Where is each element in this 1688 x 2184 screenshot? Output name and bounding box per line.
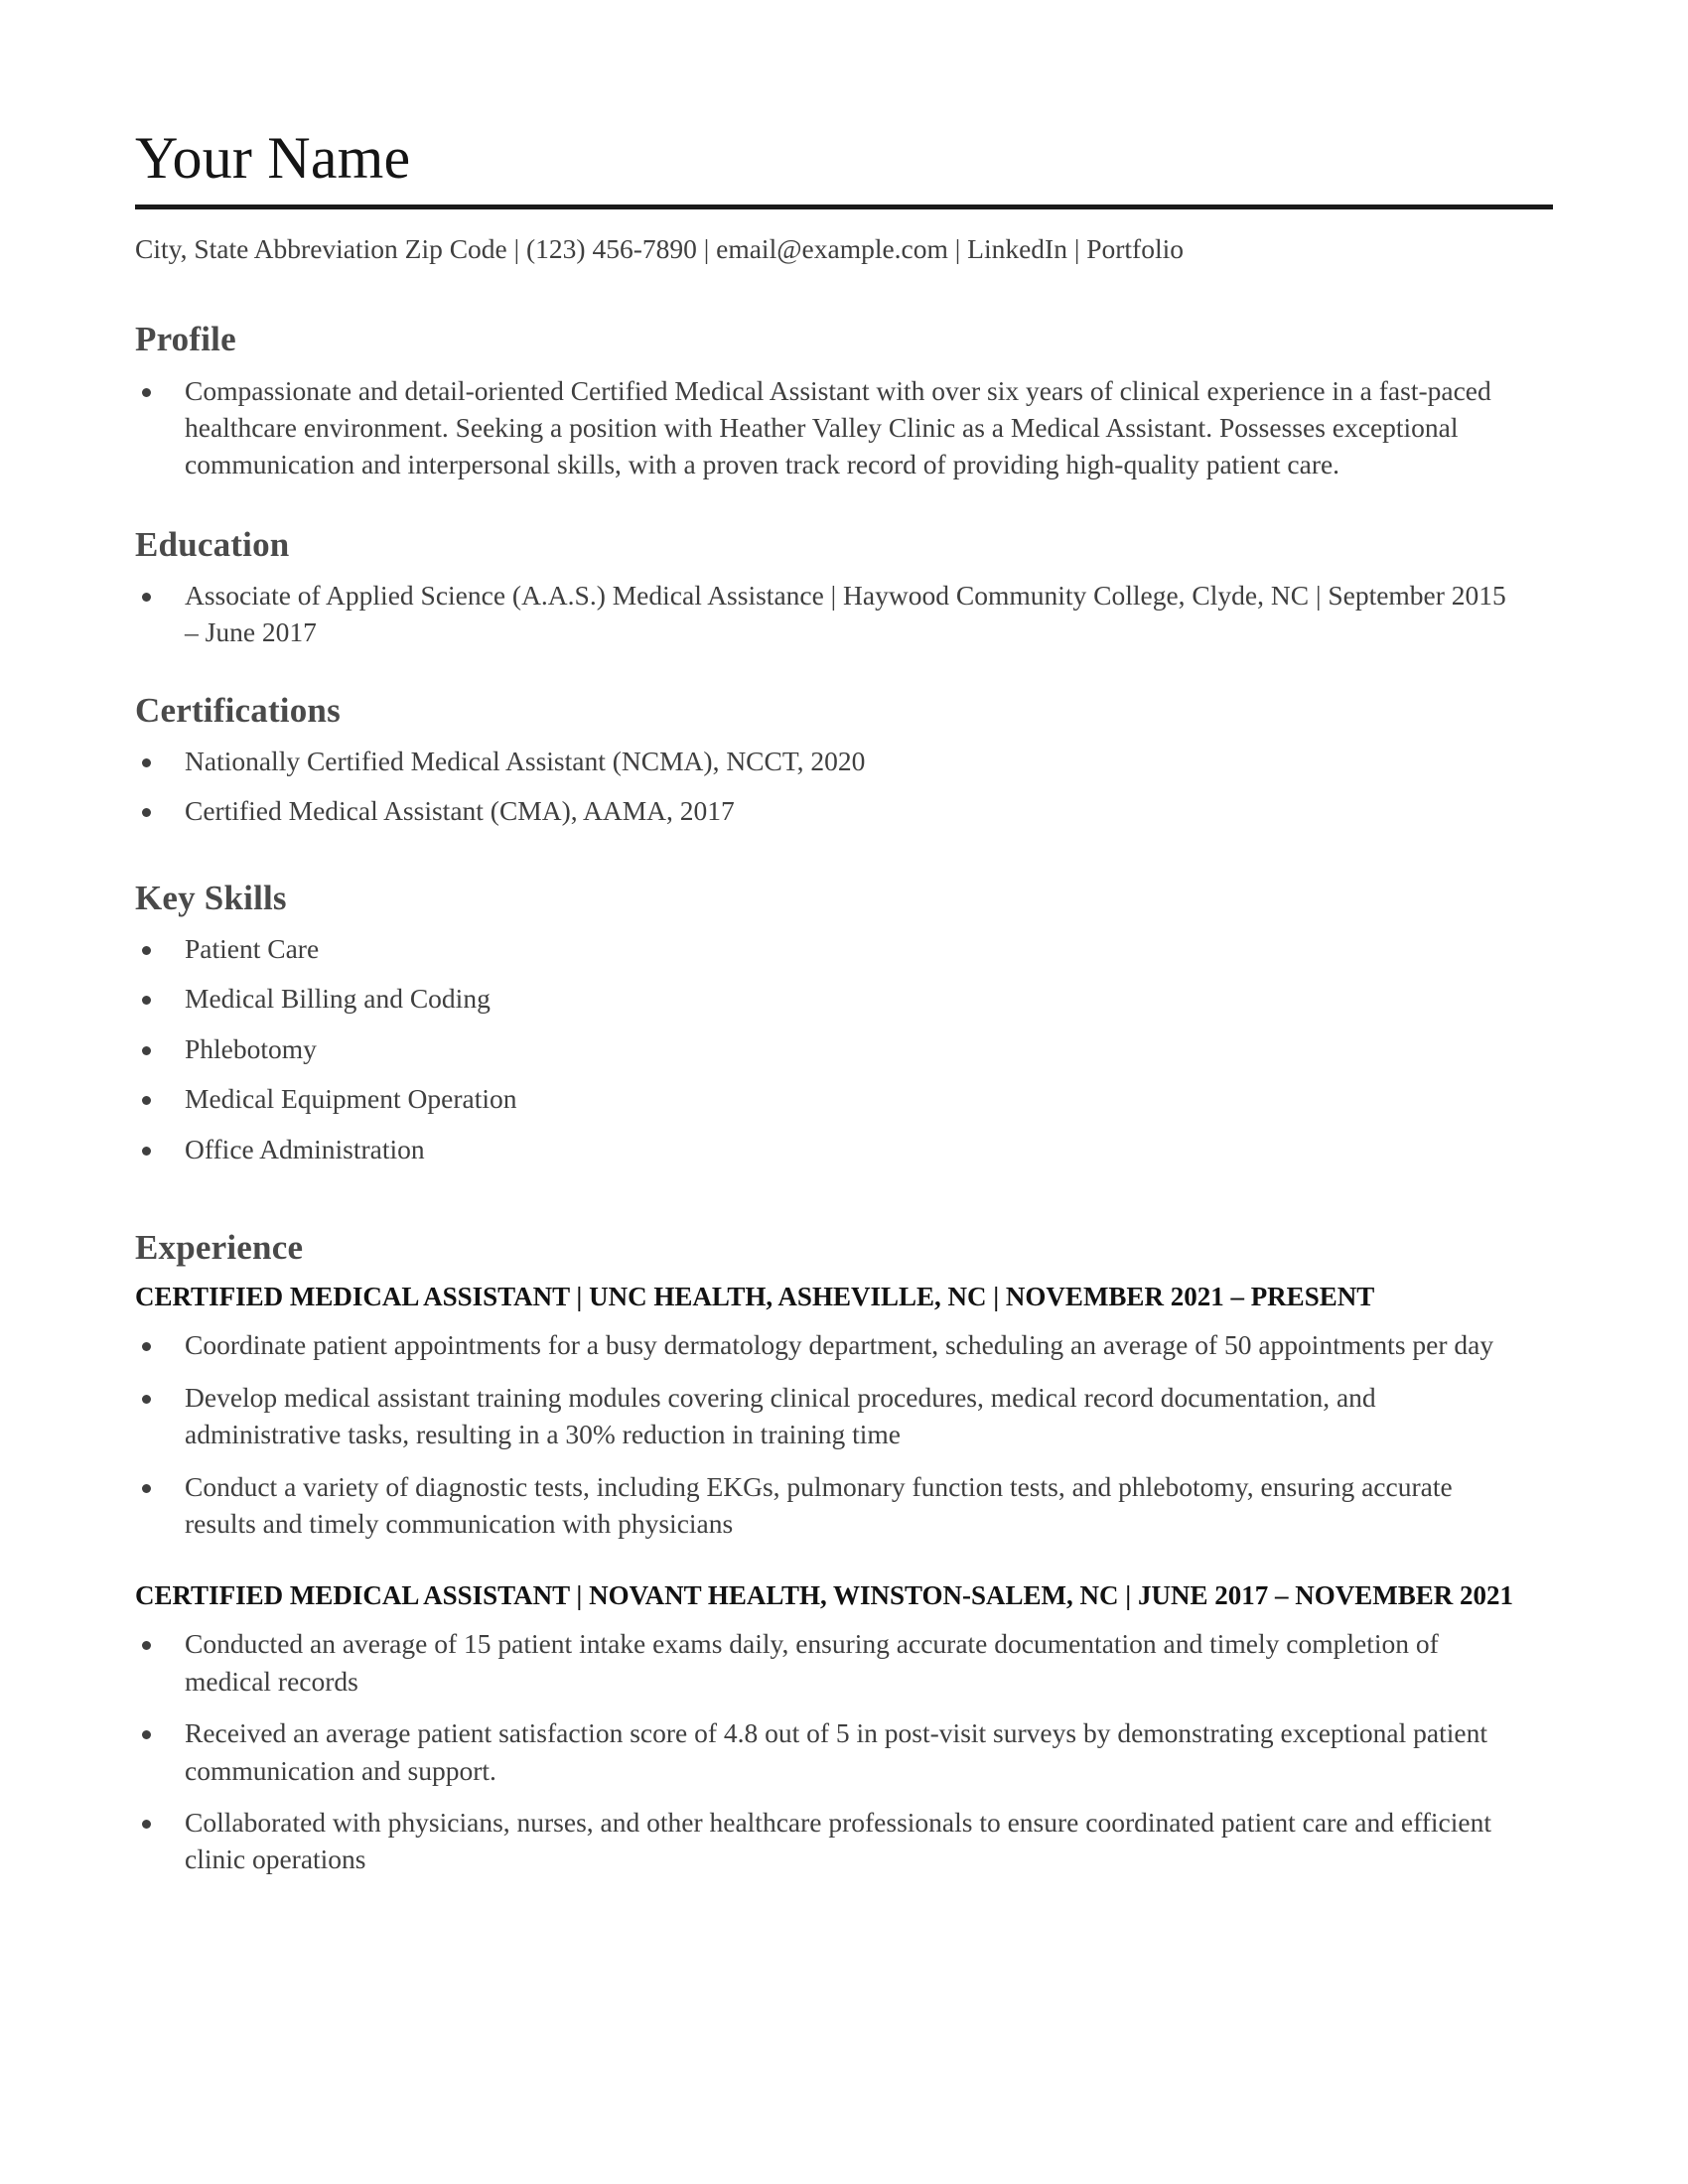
list-item: Nationally Certified Medical Assistant (NCMA), NCCT, 2020: [135, 743, 1525, 779]
contact-info-line: City, State Abbreviation Zip Code | (123) 456-7890 | email@example.com | LinkedIn | Portfolio: [135, 232, 1184, 264]
job-title-heading: CERTIFIED MEDICAL ASSISTANT | NOVANT HEALTH, WINSTON-SALEM, NC | JUNE 2017 – NOVEMBER 2021: [135, 1580, 1513, 1611]
section-heading-key-skills: Key Skills: [135, 878, 287, 917]
list-item: Medical Billing and Coding: [135, 980, 1525, 1017]
education-list: [135, 577, 1525, 651]
list-item: Develop medical assistant training modules covering clinical procedures, medical record documentation, and administrative tasks, resulting in a 30% reduction in training time: [135, 1379, 1525, 1453]
job-bullet-list: [135, 1625, 1525, 1877]
job-bullet-list: [135, 1326, 1525, 1542]
certifications-list: [135, 743, 1525, 830]
list-item: Received an average patient satisfaction score of 4.8 out of 5 in post-visit surveys by demonstrating exceptional patient communication and support.: [135, 1714, 1525, 1789]
profile-list: [135, 372, 1525, 483]
spacer: [135, 1180, 1525, 1228]
job-title-heading: CERTIFIED MEDICAL ASSISTANT | UNC HEALTH, ASHEVILLE, NC | NOVEMBER 2021 – PRESENT: [135, 1282, 1375, 1312]
list-item: Certified Medical Assistant (CMA), AAMA, 2017: [135, 792, 1525, 829]
list-item: Collaborated with physicians, nurses, and other healthcare professionals to ensure coordinated patient care and efficient clinic operations: [135, 1804, 1525, 1878]
list-item: Medical Equipment Operation: [135, 1080, 1525, 1117]
section-profile: [135, 320, 1525, 482]
experience-entry: [135, 1280, 1525, 1542]
section-heading-certifications: Certifications: [135, 690, 341, 730]
section-certifications: [135, 691, 1525, 830]
page-title: Your Name: [135, 125, 411, 191]
list-item: Phlebotomy: [135, 1030, 1525, 1067]
key-skills-list: [135, 930, 1525, 1167]
list-item: Patient Care: [135, 930, 1525, 967]
section-education: [135, 525, 1525, 651]
spacer: [135, 843, 1525, 879]
list-item: Conduct a variety of diagnostic tests, including EKGs, pulmonary function tests, and phlebotomy, ensuring accurate results and timely communication with physicians: [135, 1468, 1525, 1543]
section-heading-experience: Experience: [135, 1228, 304, 1268]
list-item: Compassionate and detail-oriented Certified Medical Assistant with over six years of clinical experience in a fast-paced healthcare environment. Seeking a position with Heather Valley Clinic as a Medical Assistant. Possesses exceptional communication and interpersonal skills, with a proven track record of providing high-quality patient care.: [135, 372, 1525, 483]
list-item: Office Administration: [135, 1131, 1525, 1167]
experience-entry: [135, 1578, 1525, 1877]
resume-content: [135, 127, 1525, 1878]
list-item: Associate of Applied Science (A.A.S.) Medical Assistance | Haywood Community College, Clyde, NC | September 2015 – June 2017: [135, 577, 1525, 651]
list-item: Conducted an average of 15 patient intake exams daily, ensuring accurate documentation and timely completion of medical records: [135, 1625, 1525, 1700]
spacer: [135, 1557, 1525, 1578]
section-heading-education: Education: [135, 524, 290, 564]
spacer: [135, 651, 1525, 691]
resume-header: [135, 127, 1525, 266]
spacer: [135, 483, 1525, 525]
list-item: Coordinate patient appointments for a busy dermatology department, scheduling an average of 50 appointments per day: [135, 1326, 1525, 1363]
header-divider: [135, 205, 1553, 209]
section-experience: [135, 1228, 1525, 1878]
section-heading-profile: Profile: [135, 320, 236, 359]
section-key-skills: [135, 879, 1525, 1167]
